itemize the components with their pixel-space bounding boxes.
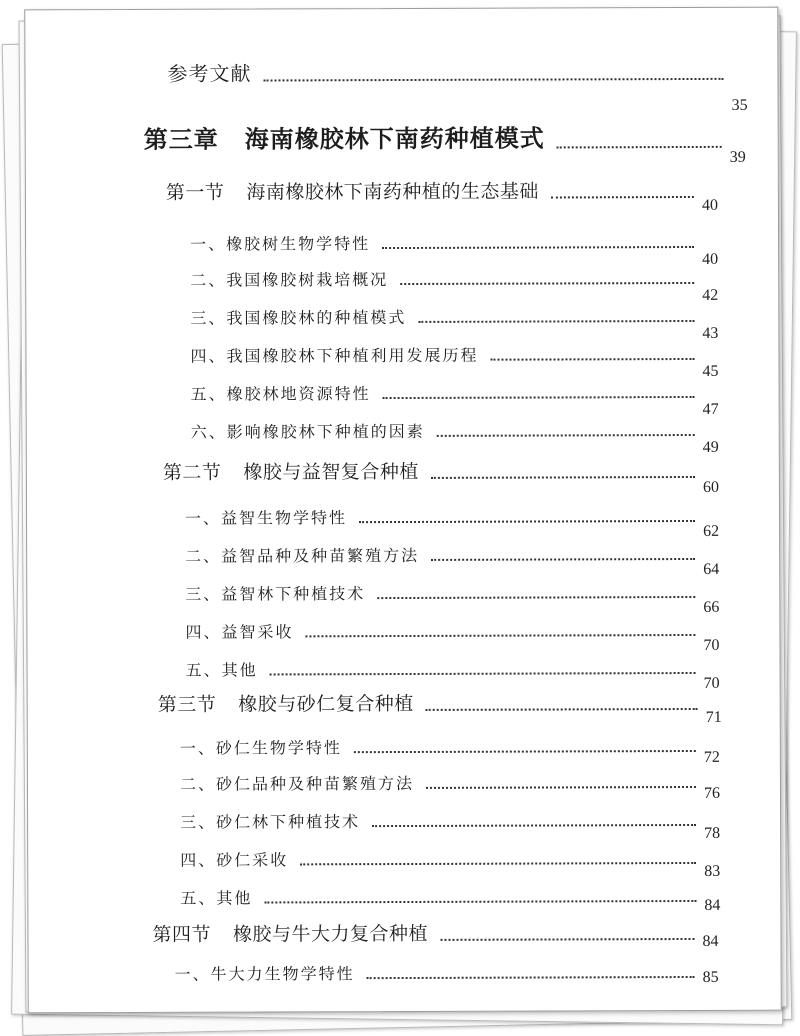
page-number: 47 [702, 400, 719, 418]
entry-label: 参考文献 [167, 61, 252, 86]
entry-label: 二、我国橡胶树栽培概况 [190, 270, 389, 290]
section-heading [158, 689, 414, 717]
dot-leader [263, 78, 723, 82]
dot-leader [437, 434, 695, 437]
section-heading [152, 919, 428, 947]
dot-leader [383, 396, 695, 399]
toc-entry-section[interactable] [157, 688, 722, 726]
section-title: 橡胶与益智复合种植 [243, 460, 419, 484]
chapter-heading [144, 119, 545, 155]
dot-leader [372, 824, 696, 827]
toc-entry-item[interactable] [180, 846, 721, 880]
page-number: 35 [731, 96, 748, 114]
toc-page [24, 7, 782, 1014]
entry-label: 二、益智品种及种苗繁殖方法 [185, 545, 420, 566]
dot-leader [557, 146, 722, 149]
entry-label: 四、益智采收 [185, 622, 294, 642]
dot-leader [359, 520, 695, 523]
toc-entry-item[interactable] [185, 656, 720, 692]
page-number: 39 [729, 148, 746, 166]
section-number: 第三节 [157, 693, 217, 716]
toc-entry-item[interactable] [180, 884, 721, 914]
entry-label: 六、影响橡胶林下种植的因素 [190, 421, 425, 442]
page-number: 76 [703, 784, 721, 802]
entry-label: 二、砂仁品种及种苗繁殖方法 [179, 773, 415, 794]
toc-entry-item[interactable] [190, 230, 719, 268]
page-number: 66 [703, 598, 720, 616]
toc-entry-section[interactable] [165, 176, 718, 214]
toc-entry-references[interactable] [167, 56, 748, 114]
page-number: 43 [702, 324, 719, 342]
entry-label: 三、砂仁林下种植技术 [180, 812, 361, 832]
toc-entry-section[interactable] [152, 918, 719, 950]
entry-label: 三、益智林下种植技术 [185, 584, 366, 604]
dot-leader [305, 634, 695, 637]
dot-leader [382, 246, 694, 249]
page-number: 42 [702, 286, 719, 304]
dot-leader [431, 558, 695, 561]
page-number: 40 [702, 250, 719, 268]
entry-label: 五、其他 [185, 660, 258, 680]
entry-label: 四、砂仁采收 [180, 850, 289, 870]
page-number: 78 [704, 824, 721, 842]
page-number: 84 [702, 932, 719, 950]
section-heading [166, 177, 539, 205]
dot-leader [354, 750, 696, 753]
toc-entry-section[interactable] [162, 456, 719, 496]
dot-leader [377, 596, 695, 599]
dot-leader [440, 938, 694, 941]
page-number: 70 [703, 636, 720, 654]
dot-leader [426, 708, 698, 711]
dot-leader [270, 672, 696, 675]
section-heading [163, 457, 419, 485]
toc-entry-chapter[interactable] [143, 118, 746, 166]
section-number: 第四节 [152, 923, 212, 946]
dot-leader [431, 476, 695, 479]
section-number: 第二节 [162, 461, 222, 484]
dot-leader [264, 900, 696, 904]
page-number: 64 [703, 560, 720, 578]
entry-label: 一、益智生物学特性 [184, 508, 348, 528]
toc-entry-item[interactable] [185, 542, 720, 578]
chapter-number: 第三章 [143, 125, 219, 154]
toc-entry-item[interactable] [175, 960, 719, 985]
entry-label: 一、橡胶树生物学特性 [190, 234, 371, 254]
toc-entry-item[interactable] [180, 808, 721, 842]
entry-label: 四、我国橡胶林下种植利用发展历程 [190, 345, 479, 366]
entry-label: 五、橡胶林地资源特性 [190, 384, 371, 404]
page-number: 70 [703, 674, 720, 692]
dot-leader [490, 358, 694, 361]
page-number: 62 [703, 522, 720, 540]
toc-entry-item[interactable] [185, 618, 720, 654]
chapter-title: 海南橡胶林下南药种植模式 [244, 124, 545, 154]
toc-entry-item[interactable] [179, 770, 721, 802]
page-number: 83 [704, 862, 721, 880]
toc-entry-item[interactable] [184, 504, 720, 540]
toc-entry-item[interactable] [190, 380, 719, 418]
dot-leader [300, 862, 696, 865]
toc-entry-item[interactable] [190, 342, 719, 380]
section-title: 海南橡胶林下南药种植的生态基础 [246, 180, 539, 204]
page-number: 40 [701, 196, 718, 214]
dot-leader [367, 976, 695, 979]
section-title: 橡胶与牛大力复合种植 [232, 922, 429, 946]
page-number: 49 [702, 438, 719, 456]
section-number: 第一节 [165, 181, 225, 204]
entry-label: 五、其他 [180, 888, 253, 908]
dot-leader [426, 786, 696, 789]
table-of-contents [25, 8, 780, 1013]
dot-leader [400, 282, 694, 285]
dot-leader [418, 320, 694, 323]
toc-entry-item[interactable] [190, 418, 719, 456]
entry-label: 三、我国橡胶林的种植模式 [190, 307, 407, 328]
dot-leader [551, 196, 694, 198]
page-number: 72 [703, 748, 720, 766]
page-number: 71 [705, 708, 722, 726]
toc-entry-item[interactable] [190, 266, 719, 304]
toc-entry-item[interactable] [185, 580, 720, 616]
entry-label: 一、牛大力生物学特性 [174, 964, 355, 984]
toc-entry-item[interactable] [179, 734, 720, 766]
entry-label: 一、砂仁生物学特性 [179, 738, 342, 758]
page-number: 60 [702, 478, 719, 496]
page-number: 84 [704, 896, 721, 914]
page-number: 45 [702, 362, 719, 380]
section-title: 橡胶与砂仁复合种植 [238, 692, 414, 716]
toc-entry-item[interactable] [190, 304, 719, 342]
page-number: 85 [702, 968, 719, 986]
